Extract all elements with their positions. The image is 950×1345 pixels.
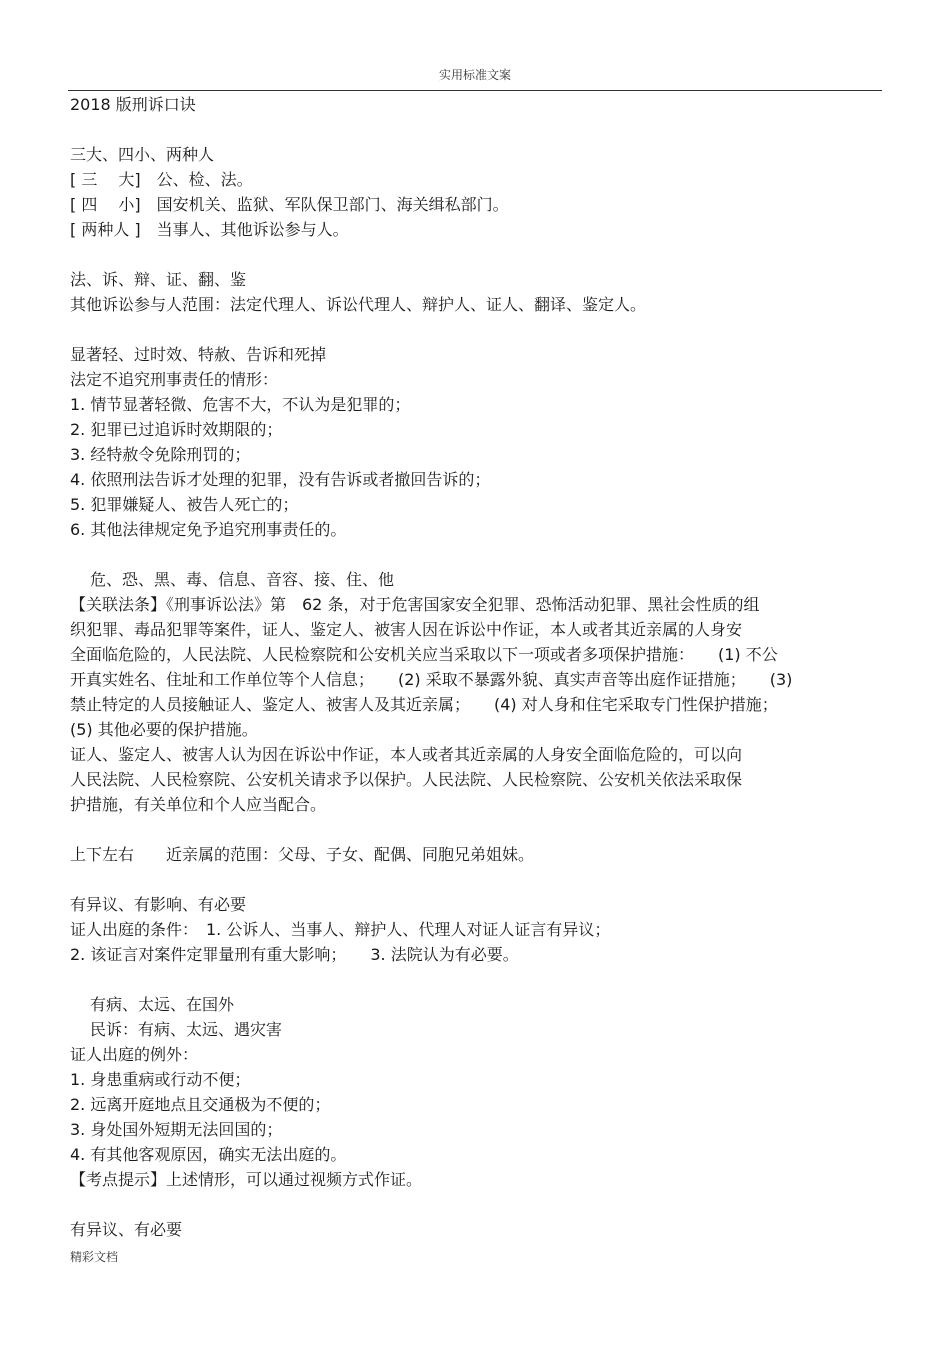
text-line: 人民法院、人民检察院、公安机关请求予以保护。人民法院、人民检察院、公安机关依法采取保 (70, 770, 743, 789)
list-item: 1. 身患重病或行动不便； (70, 1070, 251, 1089)
text-line: 织犯罪、毒品犯罪等案件，证人、鉴定人、被害人因在诉讼中作证，本人或者其近亲属的人身安 (70, 620, 743, 639)
spacer (70, 1192, 890, 1217)
tip-line: 【考点提示】上述情形，可以通过视频方式作证。 (70, 1170, 423, 1189)
text-line: 护措施，有关单位和个人应当配合。 (70, 795, 327, 814)
list-item: 3. 经特赦令免除刑罚的； (70, 445, 251, 464)
header-divider (68, 90, 882, 91)
list-item: 3. 身处国外短期无法回国的； (70, 1120, 283, 1139)
mnemonic-line: 民诉：有病、太远、遇灾害 (90, 1020, 283, 1039)
spacer (70, 867, 890, 892)
section-heading: 证人出庭的例外： (70, 1045, 199, 1064)
section-heading: 法定不追究刑事责任的情形： (70, 370, 279, 389)
page-header: 实用标准文案 (438, 68, 511, 82)
mnemonic-line: 显著轻、过时效、特赦、告诉和死掉 (70, 345, 327, 364)
text-line: 证人出庭的条件： 1. 公诉人、当事人、辩护人、代理人对证人证言有异议； (70, 920, 611, 939)
mnemonic-line: 有异议、有影响、有必要 (70, 895, 247, 914)
list-item: 2. 远离开庭地点且交通极为不便的； (70, 1095, 331, 1114)
text-line: 证人、鉴定人、被害人认为因在诉讼中作证，本人或者其近亲属的人身安全面临危险的，可以向 (70, 745, 743, 764)
text-line: 2. 该证言对案件定罪量刑有重大影响； 3. 法院认为有必要。 (70, 945, 519, 964)
list-item: 5. 犯罪嫌疑人、被告人死亡的； (70, 495, 299, 514)
mnemonic-line: 有异议、有必要 (70, 1220, 183, 1239)
mnemonic-line: 三大、四小、两种人 (70, 145, 215, 164)
text-line: (5) 其他必要的保护措施。 (70, 720, 258, 739)
text-line: 全面临危险的，人民法院、人民检察院和公安机关应当采取以下一项或者多项保护措施： (1) 不公 (70, 645, 778, 664)
list-item: 1. 情节显著轻微、危害不大，不认为是犯罪的； (70, 395, 411, 414)
spacer (70, 967, 890, 992)
list-item: 4. 依照刑法告诉才处理的犯罪，没有告诉或者撤回告诉的； (70, 470, 491, 489)
text-line: 禁止特定的人员接触证人、鉴定人、被害人及其近亲属； (4) 对人身和住宅采取专门性保护措施； (70, 695, 778, 714)
spacer (70, 542, 890, 567)
list-item: 4. 有其他客观原因，确实无法出庭的。 (70, 1145, 347, 1164)
document-body (70, 92, 890, 1242)
text-line: 【关联法条】《刑事诉讼法》第 62 条，对于危害国家安全犯罪、恐怖活动犯罪、黑社会性质的组 (70, 595, 760, 614)
text-line: [ 三 大] 公、检、法。 (70, 170, 253, 189)
text-line: 开真实姓名、住址和工作单位等个人信息； (2) 采取不暴露外貌、真实声音等出庭作证措施； (3) (70, 670, 793, 689)
spacer (70, 317, 890, 342)
spacer (70, 242, 890, 267)
page-footer: 精彩文档 (70, 1250, 119, 1264)
text-line: 其他诉讼参与人范围：法定代理人、诉讼代理人、辩护人、证人、翻译、鉴定人。 (70, 295, 647, 314)
mnemonic-line: 危、恐、黑、毒、信息、音容、接、住、他 (90, 570, 395, 589)
spacer (70, 817, 890, 842)
text-line: [ 两种人 ] 当事人、其他诉讼参与人。 (70, 220, 349, 239)
text-line: [ 四 小] 国安机关、监狱、军队保卫部门、海关缉私部门。 (70, 195, 509, 214)
doc-title: 2018 版刑诉口诀 (70, 95, 196, 114)
mnemonic-line: 法、诉、辩、证、翻、鉴 (70, 270, 247, 289)
list-item: 6. 其他法律规定免予追究刑事责任的。 (70, 520, 347, 539)
text-line: 上下左右 近亲属的范围：父母、子女、配偶、同胞兄弟姐妹。 (70, 845, 535, 864)
mnemonic-line: 有病、太远、在国外 (90, 995, 235, 1014)
spacer (70, 117, 890, 142)
list-item: 2. 犯罪已过追诉时效期限的； (70, 420, 283, 439)
